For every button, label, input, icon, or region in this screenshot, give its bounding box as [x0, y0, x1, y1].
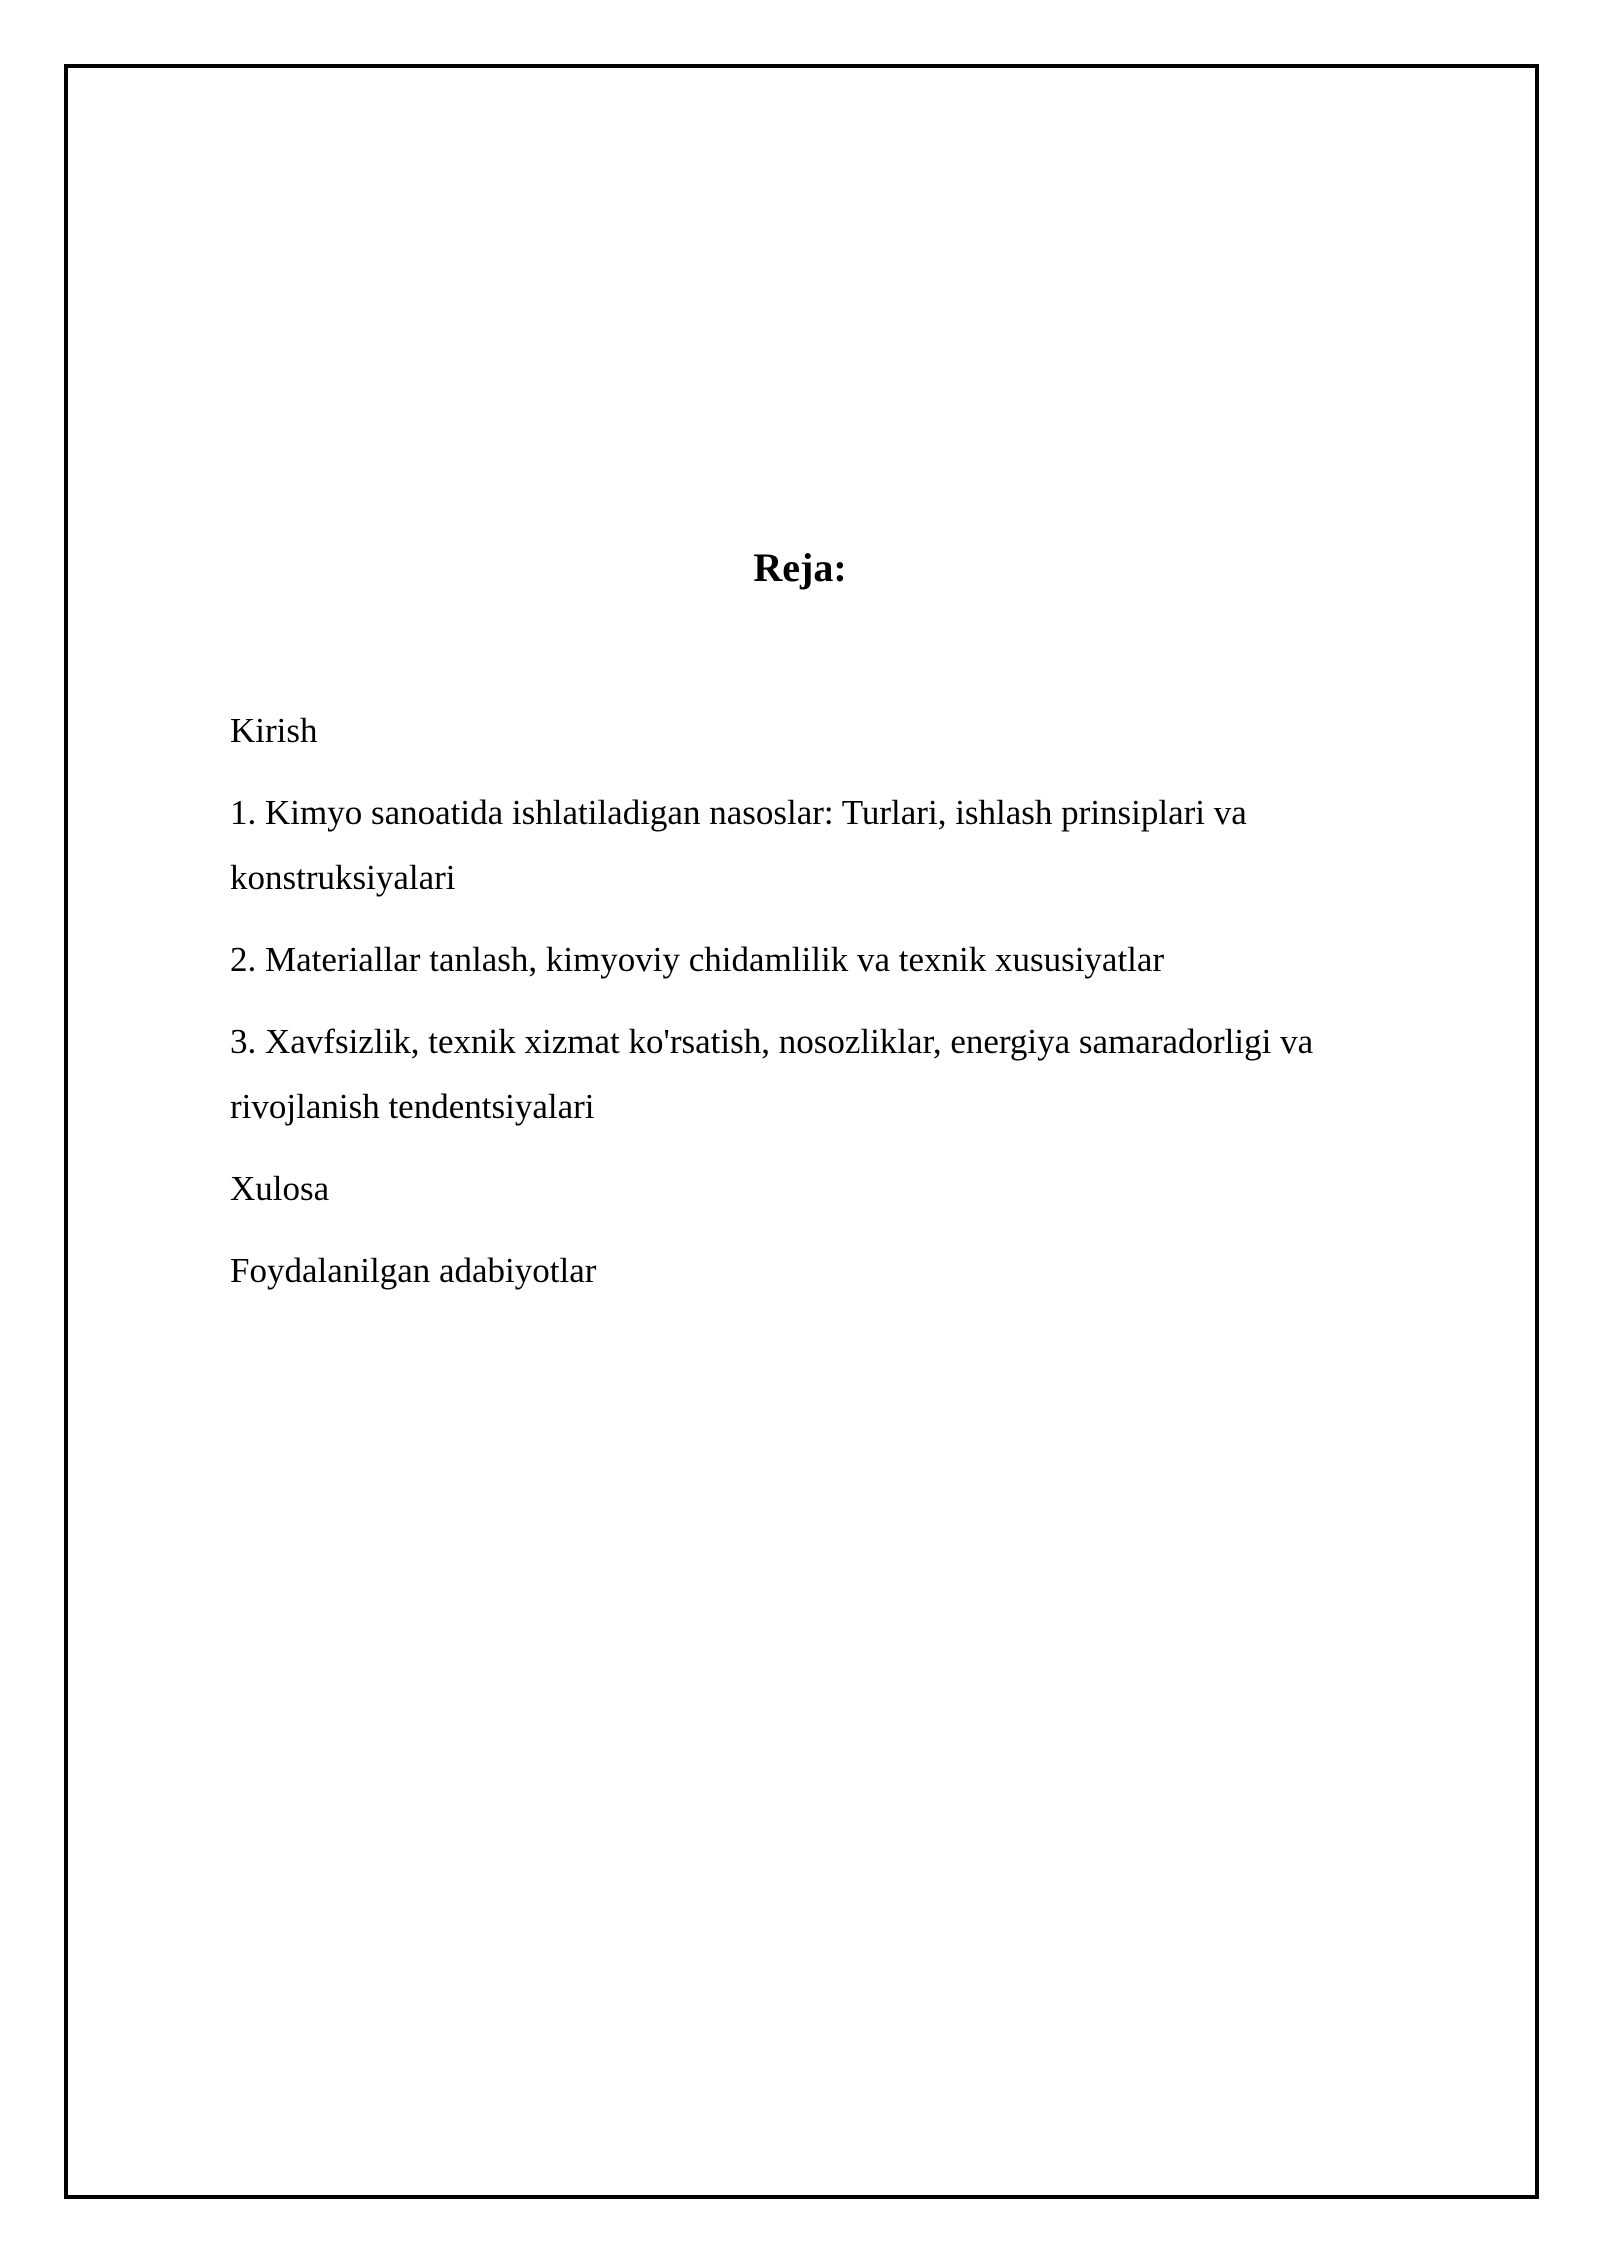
toc-item-3: 3. Xavfsizlik, texnik xizmat ko'rsatish, nosozliklar, energiya samaradorligi va rivojlanish tendentsiyalari — [230, 1022, 1314, 1126]
page-title: Reja: — [753, 545, 847, 590]
toc-item-conclusion: Xulosa — [230, 1169, 330, 1208]
toc-item-references: Foydalanilgan adabiyotlar — [230, 1251, 597, 1290]
toc-item-2: 2. Materiallar tanlash, kimyoviy chidamlilik va texnik xususiyatlar — [230, 940, 1165, 979]
toc-item-introduction: Kirish — [230, 711, 318, 750]
table-of-contents — [230, 698, 1430, 1320]
toc-item-1: 1. Kimyo sanoatida ishlatiladigan nasoslar: Turlari, ishlash prinsiplari va konstruksiyalari — [230, 793, 1247, 897]
